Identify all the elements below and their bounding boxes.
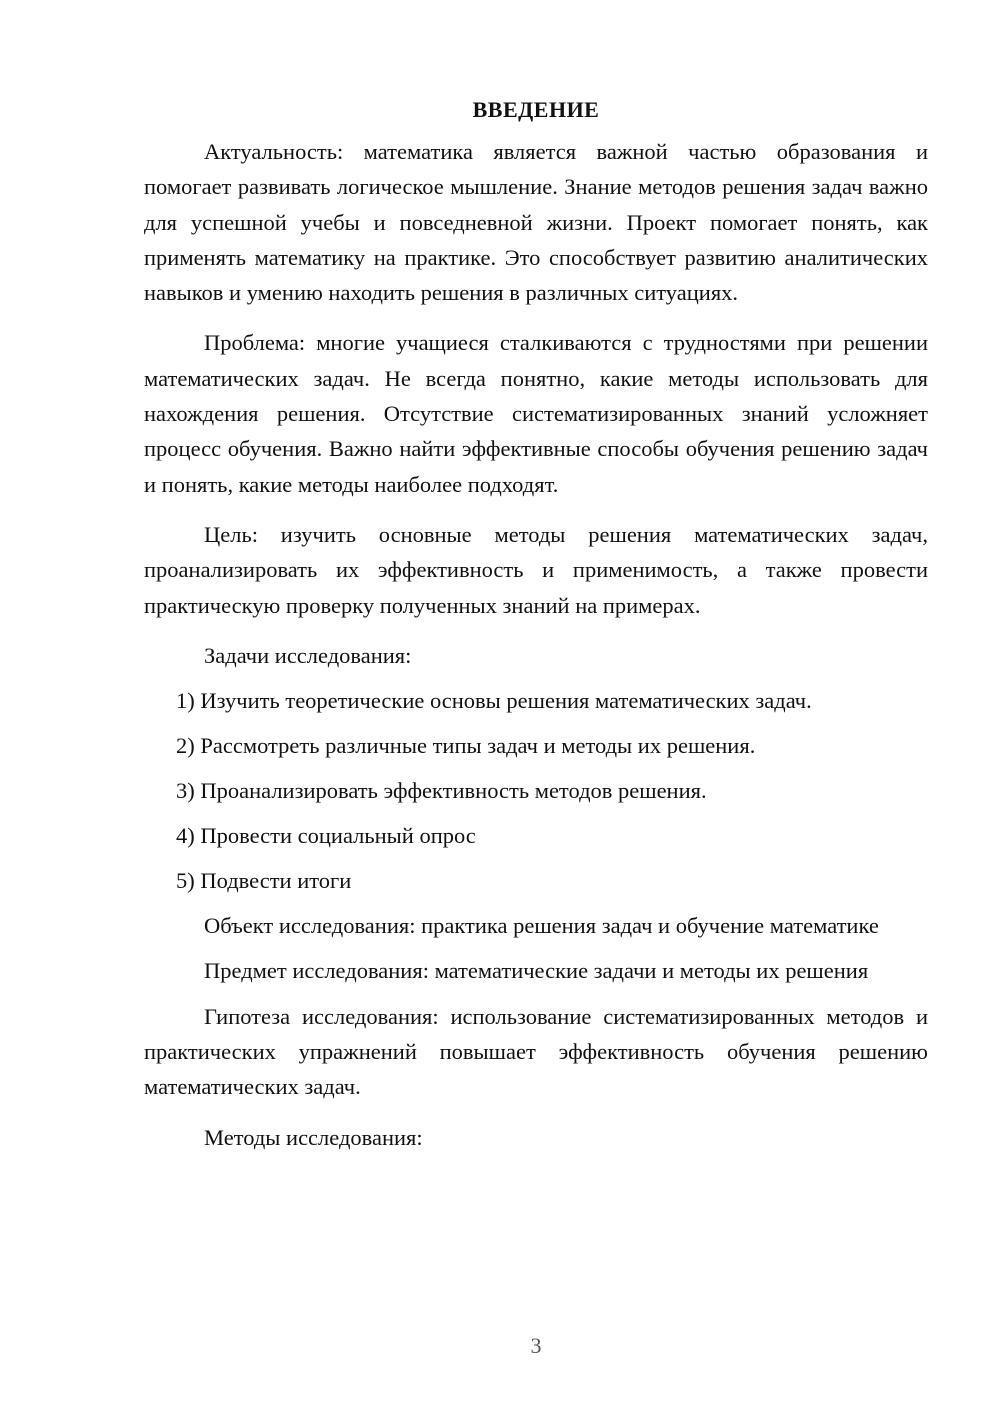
- list-item: 3) Проанализировать эффективность методов решения.: [176, 778, 707, 804]
- relevance-paragraph: Актуальность: математика является важной частью образования и помогает развивать логическое мышление. Знание методов решения задач важно для успешной учебы и повседневной жизни. Проект помогает понять, как применять математику на практике. Это способствует развитию аналитических навыков и умению находить решения в различных ситуациях.: [144, 139, 928, 306]
- goal-paragraph: Цель: изучить основные методы решения математических задач, проанализировать их эффективность и применимость, а также провести практическую проверку полученных знаний на примерах.: [144, 521, 928, 618]
- list-item: 4) Провести социальный опрос: [176, 823, 476, 849]
- section-heading: ВВЕДЕНИЕ: [472, 97, 600, 122]
- tasks-list: [144, 683, 928, 898]
- list-item: 1) Изучить теоретические основы решения математических задач.: [176, 688, 812, 714]
- hypothesis-paragraph: Гипотеза исследования: использование систематизированных методов и практических упражнений повышает эффективность обучения решению математических задач.: [144, 1003, 928, 1100]
- list-item: 5) Подвести итоги: [176, 868, 352, 894]
- document-page: [144, 96, 928, 1155]
- list-item: 2) Рассмотреть различные типы задач и методы их решения.: [176, 733, 756, 759]
- problem-paragraph: Проблема: многие учащиеся сталкиваются с трудностями при решении математических задач. Не всегда понятно, какие методы использовать для нахождения решения. Отсутствие систематизированных знаний усложняет процесс обучения. Важно найти эффективные способы обучения решению задач и понять, какие методы наиболее подходят.: [144, 330, 928, 497]
- tasks-intro: Задачи исследования:: [204, 642, 412, 668]
- methods-intro: Методы исследования:: [204, 1124, 423, 1150]
- subject-paragraph: Предмет исследования: математические задачи и методы их решения: [204, 958, 869, 984]
- page-number: 3: [530, 1333, 542, 1358]
- object-paragraph: Объект исследования: практика решения задач и обучение математике: [204, 913, 879, 939]
